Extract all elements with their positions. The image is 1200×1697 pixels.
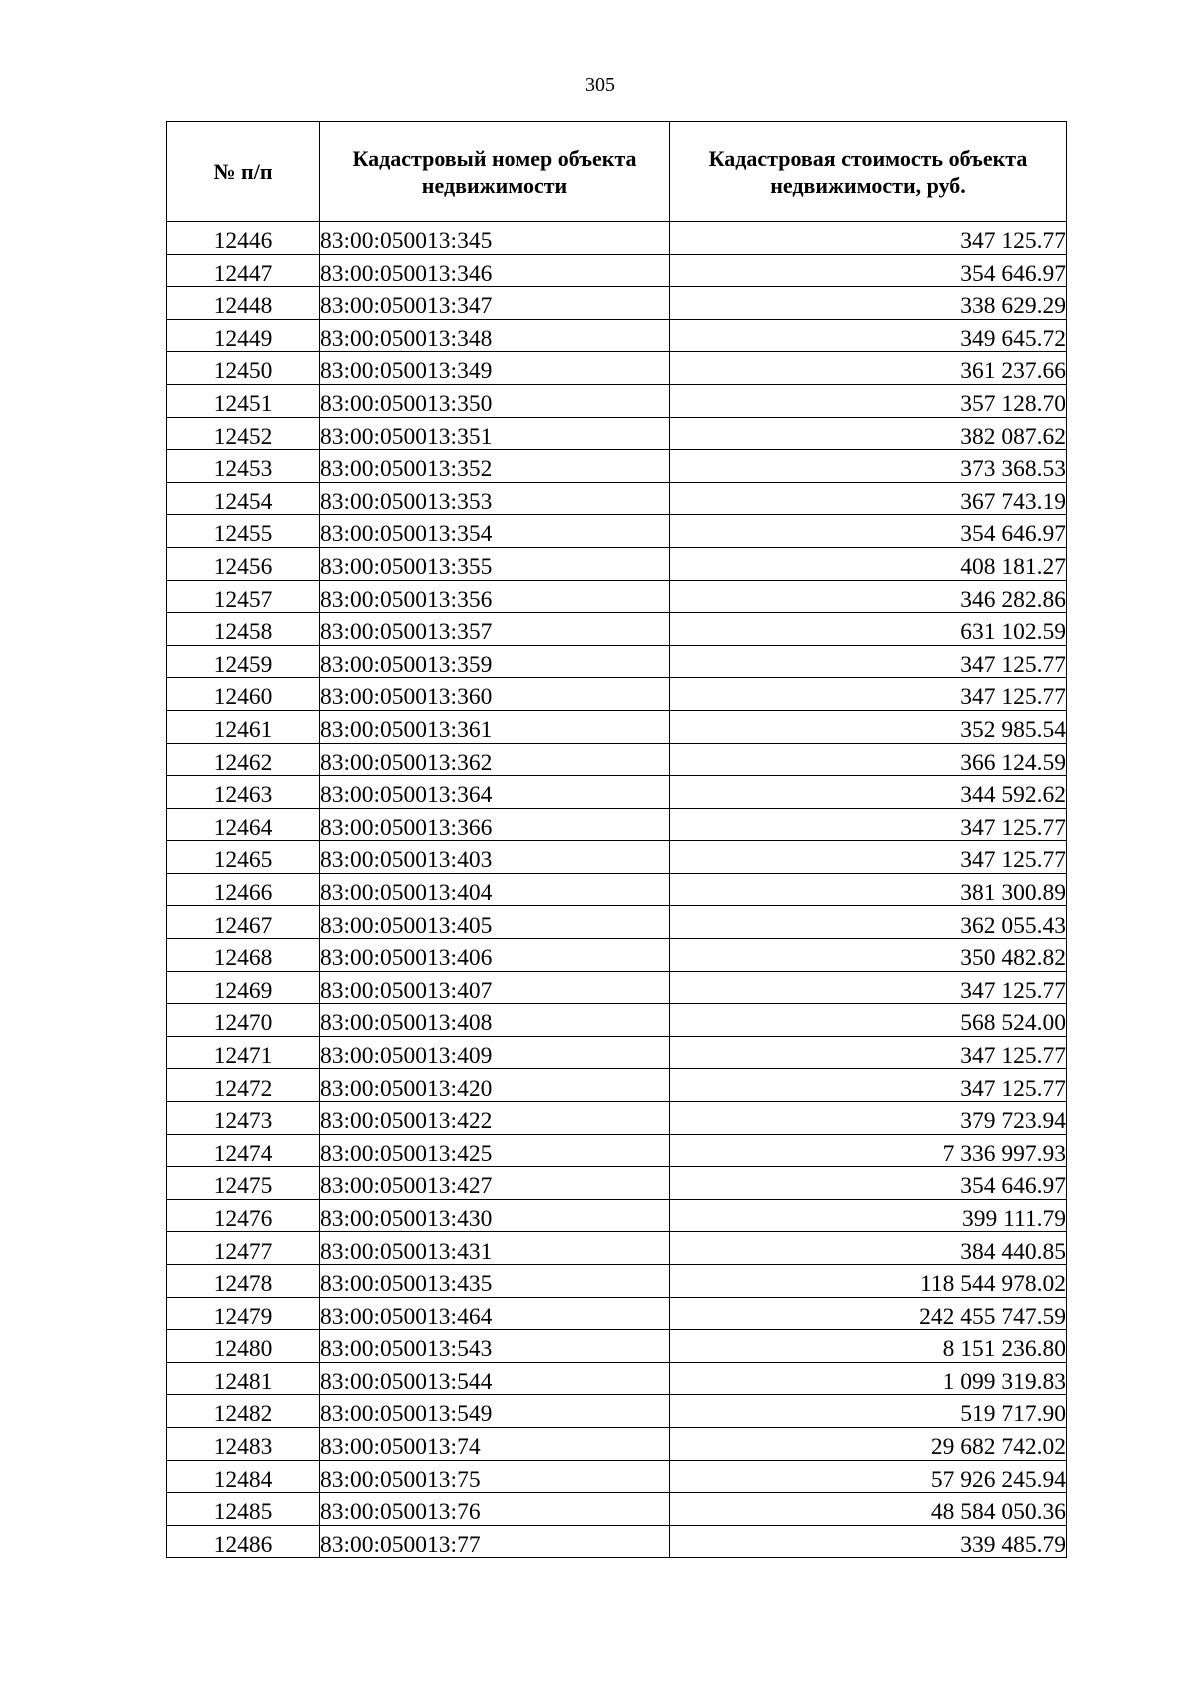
cadastral-number: 83:00:050013:349 xyxy=(320,352,670,385)
cadastral-number: 83:00:050013:405 xyxy=(320,906,670,939)
cadastral-value: 118 544 978.02 xyxy=(670,1265,1067,1298)
cadastral-number: 83:00:050013:403 xyxy=(320,841,670,874)
cadastral-value: 344 592.62 xyxy=(670,776,1067,809)
cadastral-number: 83:00:050013:348 xyxy=(320,319,670,352)
table-row xyxy=(167,1330,1067,1363)
cadastral-value: 347 125.77 xyxy=(670,678,1067,711)
cadastral-value: 361 237.66 xyxy=(670,352,1067,385)
table-row xyxy=(167,1134,1067,1167)
table-row xyxy=(167,939,1067,972)
cadastral-value: 8 151 236.80 xyxy=(670,1330,1067,1363)
cadastral-number: 83:00:050013:74 xyxy=(320,1427,670,1460)
row-number: 12452 xyxy=(167,417,320,450)
cadastral-number: 83:00:050013:362 xyxy=(320,743,670,776)
table-row xyxy=(167,384,1067,417)
table-row xyxy=(167,710,1067,743)
cadastral-number: 83:00:050013:76 xyxy=(320,1493,670,1526)
cadastral-number: 83:00:050013:346 xyxy=(320,254,670,287)
table-row xyxy=(167,613,1067,646)
cadastral-value: 347 125.77 xyxy=(670,808,1067,841)
cadastral-value: 373 368.53 xyxy=(670,450,1067,483)
table-row xyxy=(167,515,1067,548)
cadastral-number: 83:00:050013:435 xyxy=(320,1265,670,1298)
cadastral-value: 352 985.54 xyxy=(670,710,1067,743)
row-number: 12449 xyxy=(167,319,320,352)
cadastral-value: 242 455 747.59 xyxy=(670,1297,1067,1330)
cadastral-value: 354 646.97 xyxy=(670,254,1067,287)
cadastral-value: 347 125.77 xyxy=(670,841,1067,874)
table-row xyxy=(167,873,1067,906)
table-row xyxy=(167,743,1067,776)
cadastral-value: 381 300.89 xyxy=(670,873,1067,906)
table-row xyxy=(167,808,1067,841)
table-row xyxy=(167,645,1067,678)
cadastral-value: 57 926 245.94 xyxy=(670,1460,1067,1493)
cadastral-number: 83:00:050013:360 xyxy=(320,678,670,711)
cadastral-number: 83:00:050013:430 xyxy=(320,1199,670,1232)
cadastral-value: 379 723.94 xyxy=(670,1102,1067,1135)
cadastral-table xyxy=(166,121,1067,1558)
row-number: 12485 xyxy=(167,1493,320,1526)
cadastral-value: 382 087.62 xyxy=(670,417,1067,450)
row-number: 12471 xyxy=(167,1036,320,1069)
row-number: 12448 xyxy=(167,287,320,320)
cadastral-number: 83:00:050013:347 xyxy=(320,287,670,320)
table-row xyxy=(167,450,1067,483)
row-number: 12469 xyxy=(167,971,320,1004)
cadastral-value: 347 125.77 xyxy=(670,222,1067,255)
table-row xyxy=(167,222,1067,255)
cadastral-value: 48 584 050.36 xyxy=(670,1493,1067,1526)
row-number: 12486 xyxy=(167,1525,320,1558)
row-number: 12454 xyxy=(167,482,320,515)
cadastral-value: 347 125.77 xyxy=(670,1036,1067,1069)
table-row xyxy=(167,1167,1067,1200)
table-row xyxy=(167,1232,1067,1265)
table-row xyxy=(167,482,1067,515)
table-row xyxy=(167,1102,1067,1135)
cadastral-number: 83:00:050013:356 xyxy=(320,580,670,613)
row-number: 12482 xyxy=(167,1395,320,1428)
cadastral-value: 1 099 319.83 xyxy=(670,1362,1067,1395)
cadastral-value: 366 124.59 xyxy=(670,743,1067,776)
row-number: 12447 xyxy=(167,254,320,287)
table-body xyxy=(167,222,1067,1558)
cadastral-number: 83:00:050013:350 xyxy=(320,384,670,417)
row-number: 12476 xyxy=(167,1199,320,1232)
cadastral-value: 519 717.90 xyxy=(670,1395,1067,1428)
table-row xyxy=(167,1362,1067,1395)
table-row xyxy=(167,547,1067,580)
cadastral-number: 83:00:050013:427 xyxy=(320,1167,670,1200)
cadastral-number: 83:00:050013:549 xyxy=(320,1395,670,1428)
row-number: 12460 xyxy=(167,678,320,711)
row-number: 12453 xyxy=(167,450,320,483)
row-number: 12470 xyxy=(167,1004,320,1037)
table-row xyxy=(167,1460,1067,1493)
row-number: 12468 xyxy=(167,939,320,972)
row-number: 12478 xyxy=(167,1265,320,1298)
row-number: 12465 xyxy=(167,841,320,874)
cadastral-number: 83:00:050013:431 xyxy=(320,1232,670,1265)
cadastral-number: 83:00:050013:409 xyxy=(320,1036,670,1069)
cadastral-value: 354 646.97 xyxy=(670,1167,1067,1200)
cadastral-number: 83:00:050013:352 xyxy=(320,450,670,483)
row-number: 12455 xyxy=(167,515,320,548)
cadastral-value: 362 055.43 xyxy=(670,906,1067,939)
cadastral-number: 83:00:050013:354 xyxy=(320,515,670,548)
row-number: 12446 xyxy=(167,222,320,255)
cadastral-value: 349 645.72 xyxy=(670,319,1067,352)
header-num: № п/п xyxy=(167,122,320,222)
table-row xyxy=(167,776,1067,809)
cadastral-value: 357 128.70 xyxy=(670,384,1067,417)
cadastral-number: 83:00:050013:543 xyxy=(320,1330,670,1363)
cadastral-number: 83:00:050013:425 xyxy=(320,1134,670,1167)
table-row xyxy=(167,1069,1067,1102)
cadastral-number: 83:00:050013:366 xyxy=(320,808,670,841)
row-number: 12450 xyxy=(167,352,320,385)
row-number: 12466 xyxy=(167,873,320,906)
cadastral-value: 339 485.79 xyxy=(670,1525,1067,1558)
table-row xyxy=(167,841,1067,874)
table-row xyxy=(167,1036,1067,1069)
cadastral-value: 568 524.00 xyxy=(670,1004,1067,1037)
cadastral-number: 83:00:050013:75 xyxy=(320,1460,670,1493)
cadastral-value: 631 102.59 xyxy=(670,613,1067,646)
cadastral-number: 83:00:050013:345 xyxy=(320,222,670,255)
row-number: 12462 xyxy=(167,743,320,776)
cadastral-value: 347 125.77 xyxy=(670,971,1067,1004)
table-row xyxy=(167,319,1067,352)
cadastral-value: 7 336 997.93 xyxy=(670,1134,1067,1167)
cadastral-number: 83:00:050013:364 xyxy=(320,776,670,809)
table-row xyxy=(167,906,1067,939)
table-row xyxy=(167,1199,1067,1232)
cadastral-value: 347 125.77 xyxy=(670,1069,1067,1102)
row-number: 12477 xyxy=(167,1232,320,1265)
row-number: 12479 xyxy=(167,1297,320,1330)
table-row xyxy=(167,580,1067,613)
table-row xyxy=(167,417,1067,450)
table-row xyxy=(167,1265,1067,1298)
cadastral-number: 83:00:050013:404 xyxy=(320,873,670,906)
row-number: 12484 xyxy=(167,1460,320,1493)
row-number: 12463 xyxy=(167,776,320,809)
cadastral-number: 83:00:050013:359 xyxy=(320,645,670,678)
cadastral-value: 338 629.29 xyxy=(670,287,1067,320)
cadastral-number: 83:00:050013:357 xyxy=(320,613,670,646)
row-number: 12456 xyxy=(167,547,320,580)
table-header-row xyxy=(167,122,1067,222)
row-number: 12461 xyxy=(167,710,320,743)
cadastral-number: 83:00:050013:422 xyxy=(320,1102,670,1135)
table-row xyxy=(167,1395,1067,1428)
table-row xyxy=(167,971,1067,1004)
table-row xyxy=(167,1427,1067,1460)
cadastral-value: 346 282.86 xyxy=(670,580,1067,613)
table-row xyxy=(167,1525,1067,1558)
cadastral-value: 354 646.97 xyxy=(670,515,1067,548)
row-number: 12480 xyxy=(167,1330,320,1363)
table-row xyxy=(167,254,1067,287)
cadastral-number: 83:00:050013:464 xyxy=(320,1297,670,1330)
cadastral-value: 399 111.79 xyxy=(670,1199,1067,1232)
cadastral-number: 83:00:050013:408 xyxy=(320,1004,670,1037)
row-number: 12451 xyxy=(167,384,320,417)
cadastral-number: 83:00:050013:420 xyxy=(320,1069,670,1102)
row-number: 12457 xyxy=(167,580,320,613)
cadastral-value: 29 682 742.02 xyxy=(670,1427,1067,1460)
cadastral-number: 83:00:050013:355 xyxy=(320,547,670,580)
cadastral-number: 83:00:050013:406 xyxy=(320,939,670,972)
table-row xyxy=(167,1297,1067,1330)
row-number: 12458 xyxy=(167,613,320,646)
cadastral-number: 83:00:050013:407 xyxy=(320,971,670,1004)
row-number: 12467 xyxy=(167,906,320,939)
table-row xyxy=(167,352,1067,385)
row-number: 12473 xyxy=(167,1102,320,1135)
row-number: 12464 xyxy=(167,808,320,841)
cadastral-value: 384 440.85 xyxy=(670,1232,1067,1265)
row-number: 12483 xyxy=(167,1427,320,1460)
cadastral-number: 83:00:050013:353 xyxy=(320,482,670,515)
row-number: 12475 xyxy=(167,1167,320,1200)
table-row xyxy=(167,678,1067,711)
table-row xyxy=(167,1004,1067,1037)
cadastral-number: 83:00:050013:77 xyxy=(320,1525,670,1558)
cadastral-value: 350 482.82 xyxy=(670,939,1067,972)
table-row xyxy=(167,287,1067,320)
cadastral-value: 347 125.77 xyxy=(670,645,1067,678)
row-number: 12481 xyxy=(167,1362,320,1395)
row-number: 12474 xyxy=(167,1134,320,1167)
cadastral-number: 83:00:050013:544 xyxy=(320,1362,670,1395)
header-cadastral-id: Кадастровый номер объекта недвижимости xyxy=(320,122,670,222)
cadastral-value: 408 181.27 xyxy=(670,547,1067,580)
row-number: 12459 xyxy=(167,645,320,678)
table-row xyxy=(167,1493,1067,1526)
header-value: Кадастровая стоимость объекта недвижимости, руб. xyxy=(670,122,1067,222)
page-number: 305 xyxy=(585,74,615,96)
cadastral-number: 83:00:050013:351 xyxy=(320,417,670,450)
row-number: 12472 xyxy=(167,1069,320,1102)
cadastral-number: 83:00:050013:361 xyxy=(320,710,670,743)
cadastral-value: 367 743.19 xyxy=(670,482,1067,515)
